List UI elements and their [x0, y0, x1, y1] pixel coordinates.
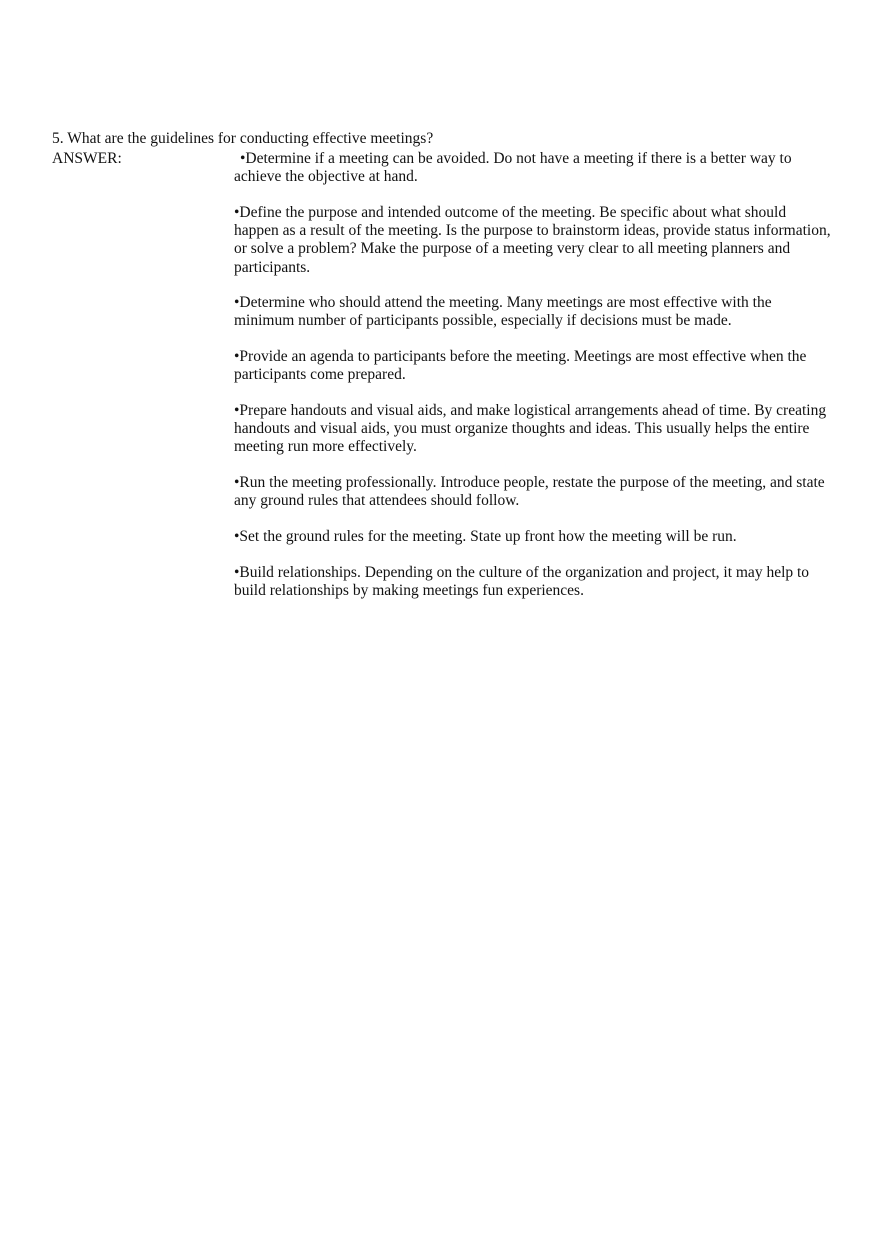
answer-paragraph-define-purpose: •Define the purpose and intended outcome of the meeting. Be specific about what should happen as a result of the meeting. Is the purpose to brainstorm ideas, provide status information, or solve a problem? Make the purpose of a meeting very clear to all meeting planners and participants.	[234, 203, 831, 276]
answer-body	[234, 150, 834, 618]
answer-paragraph-attendees: •Determine who should attend the meeting. Many meetings are most effective with the minimum number of participants possible, especially if decisions must be made.	[234, 294, 772, 330]
answer-paragraph-ground-rules: •Set the ground rules for the meeting. State up front how the meeting will be run.	[234, 528, 737, 546]
answer-label: ANSWER:	[52, 150, 122, 167]
question-number: 5.	[52, 130, 64, 147]
answer-paragraph-run-professionally: •Run the meeting professionally. Introduce people, restate the purpose of the meeting, and state any ground rules that attendees should follow.	[234, 474, 825, 510]
answer-paragraph-handouts: •Prepare handouts and visual aids, and make logistical arrangements ahead of time. By creating handouts and visual aids, you must organize thoughts and ideas. This usually helps the entire meeting run more effectively.	[234, 402, 827, 456]
question-text: What are the guidelines for conducting effective meetings?	[67, 130, 434, 147]
question-line	[52, 130, 433, 148]
answer-paragraph-agenda: •Provide an agenda to participants before the meeting. Meetings are most effective when the participants come prepared.	[234, 348, 807, 384]
answer-paragraph-relationships: •Build relationships. Depending on the culture of the organization and project, it may help to build relationships by making meetings fun experiences.	[234, 563, 810, 599]
answer-paragraph-avoid-meeting: •Determine if a meeting can be avoided. Do not have a meeting if there is a better way to achieve the objective at hand.	[234, 150, 792, 186]
